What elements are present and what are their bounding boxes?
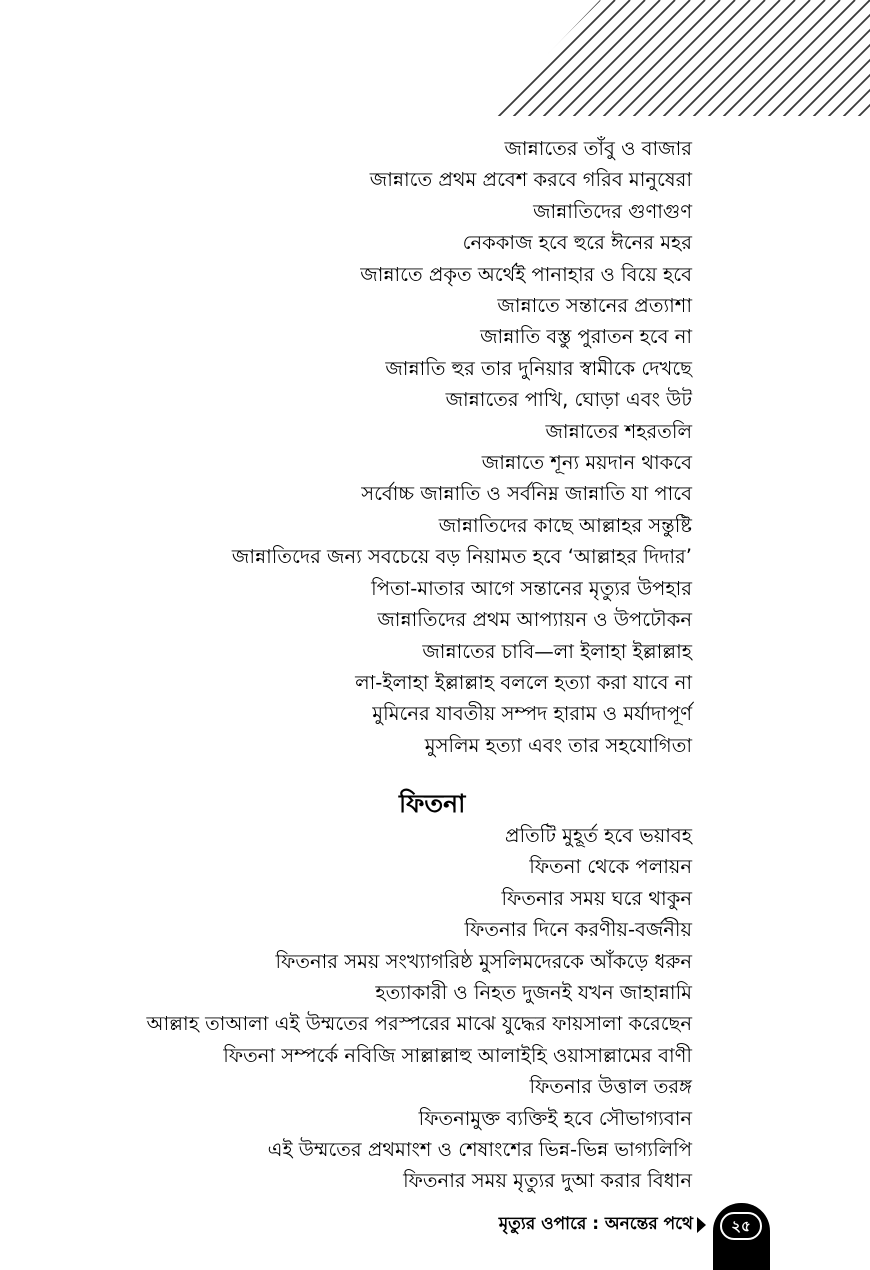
stripe-line	[495, 0, 615, 120]
toc-entry: জান্নাতিদের গুণাগুণ	[533, 199, 692, 223]
toc-entry: জান্নাতের শহরতলি	[545, 419, 692, 443]
toc-entry: জান্নাতিদের জন্য সবচেয়ে বড় নিয়ামত হবে ‘আল্লাহর দিদার’	[231, 545, 692, 569]
stripe-line	[570, 0, 690, 120]
toc-entry: ফিতনার সময় সংখ্যাগরিষ্ঠ মুসলিমদেরকে আঁকড়ে ধরুন	[275, 949, 692, 973]
stripe-line	[750, 0, 870, 120]
toc-entry: ফিতনা সম্পর্কে নবিজি সাল্লাল্লাহু আলাইহি ওয়াসাল্লামের বাণী	[223, 1043, 692, 1067]
toc-entry: জান্নাতে প্রকৃত অর্থেই পানাহার ও বিয়ে হবে	[360, 262, 692, 286]
toc-list-part-1	[232, 133, 692, 761]
toc-entry: প্রতিটি মুহূর্ত হবে ভয়াবহ	[505, 824, 692, 847]
toc-entry: জান্নাতে শূন্য ময়দান থাকবে	[481, 451, 692, 475]
toc-entry: লা-ইলাহা ইল্লাল্লাহ বললে হত্যা করা যাবে না	[355, 670, 692, 694]
stripe-line	[555, 0, 675, 120]
toc-entry: পিতা-মাতার আগে সন্তানের মৃত্যুর উপহার	[371, 576, 692, 600]
page-number: ২৫	[720, 1212, 762, 1240]
toc-entry: মুমিনের যাবতীয় সম্পদ হারাম ও মর্যাদাপূর্ণ	[372, 702, 692, 726]
toc-entry: জান্নাতের তাঁবু ও বাজার	[504, 137, 692, 160]
stripe-line	[735, 0, 855, 120]
toc-entry: জান্নাতে প্রথম প্রবেশ করবে গরিব মানুষেরা	[369, 168, 692, 192]
stripe-line	[645, 0, 765, 120]
decorative-stripes	[0, 0, 870, 120]
stripe-line	[510, 0, 630, 120]
toc-entry: ফিতনার সময় ঘরে থাকুন	[501, 886, 692, 910]
stripe-line	[825, 0, 870, 120]
toc-entry: আল্লাহ তাআলা এই উম্মতের পরস্পরের মাঝে যুদ্ধের ফায়সালা করেছেন	[146, 1012, 692, 1036]
toc-entry: জান্নাতি বস্তু পুরাতন হবে না	[480, 325, 692, 349]
stripe-line	[540, 0, 660, 120]
toc-entry: এই উম্মতের প্রথমাংশ ও শেষাংশের ভিন্ন-ভিন্ন ভাগ্যলিপি	[267, 1138, 692, 1162]
toc-entry: জান্নাতিদের প্রথম আপ্যায়ন ও উপঢৌকন	[377, 608, 692, 632]
stripe-line	[660, 0, 780, 120]
stripe-line	[615, 0, 735, 120]
toc-entry: সর্বোচ্চ জান্নাতি ও সর্বনিম্ন জান্নাতি যা পাবে	[361, 482, 692, 506]
toc-entry: নেককাজ হবে হুরে ঈনের মহর	[462, 231, 692, 255]
stripe-line	[480, 0, 600, 120]
toc-entry: জান্নাতি হুর তার দুনিয়ার স্বামীকে দেখছে	[385, 356, 692, 380]
stripe-line	[675, 0, 795, 120]
toc-entry: জান্নাতের পাখি, ঘোড়া এবং উট	[445, 388, 692, 412]
toc-entry: ফিতনামুক্ত ব্যক্তিই হবে সৌভাগ্যবান	[418, 1106, 692, 1130]
toc-entry: জান্নাতের চাবি—লা ইলাহা ইল্লাল্লাহ	[422, 639, 692, 663]
toc-entry: ফিতনার সময় মৃত্যুর দুআ করার বিধান	[403, 1169, 692, 1193]
stripe-line	[705, 0, 825, 120]
footer-arrow-icon	[697, 1217, 706, 1233]
toc-list-part-2	[146, 820, 692, 1197]
stripe-line	[630, 0, 750, 120]
footer-book-title: মৃত্যুর ওপারে : অনন্তের পথে	[498, 1214, 693, 1234]
toc-entry: ফিতনা থেকে পলায়ন	[529, 855, 692, 879]
stripe-line	[720, 0, 840, 120]
toc-entry: জান্নাতে সন্তানের প্রত্যাশা	[497, 294, 692, 318]
toc-entry: হত্যাকারী ও নিহত দুজনই যখন জাহান্নামি	[375, 981, 692, 1005]
stripe-line	[525, 0, 645, 120]
toc-entry: জান্নাতিদের কাছে আল্লাহর সন্তুষ্টি	[438, 513, 692, 537]
toc-entry: ফিতনার উত্তাল তরঙ্গ	[529, 1075, 692, 1099]
toc-entry: মুসলিম হত্যা এবং তার সহযোগিতা	[424, 733, 692, 757]
toc-entry: ফিতনার দিনে করণীয়-বর্জনীয়	[464, 918, 692, 942]
section-heading-fitna: ফিতনা	[399, 789, 466, 818]
stripe-line	[690, 0, 810, 120]
stripe-line	[600, 0, 720, 120]
stripe-line	[585, 0, 705, 120]
